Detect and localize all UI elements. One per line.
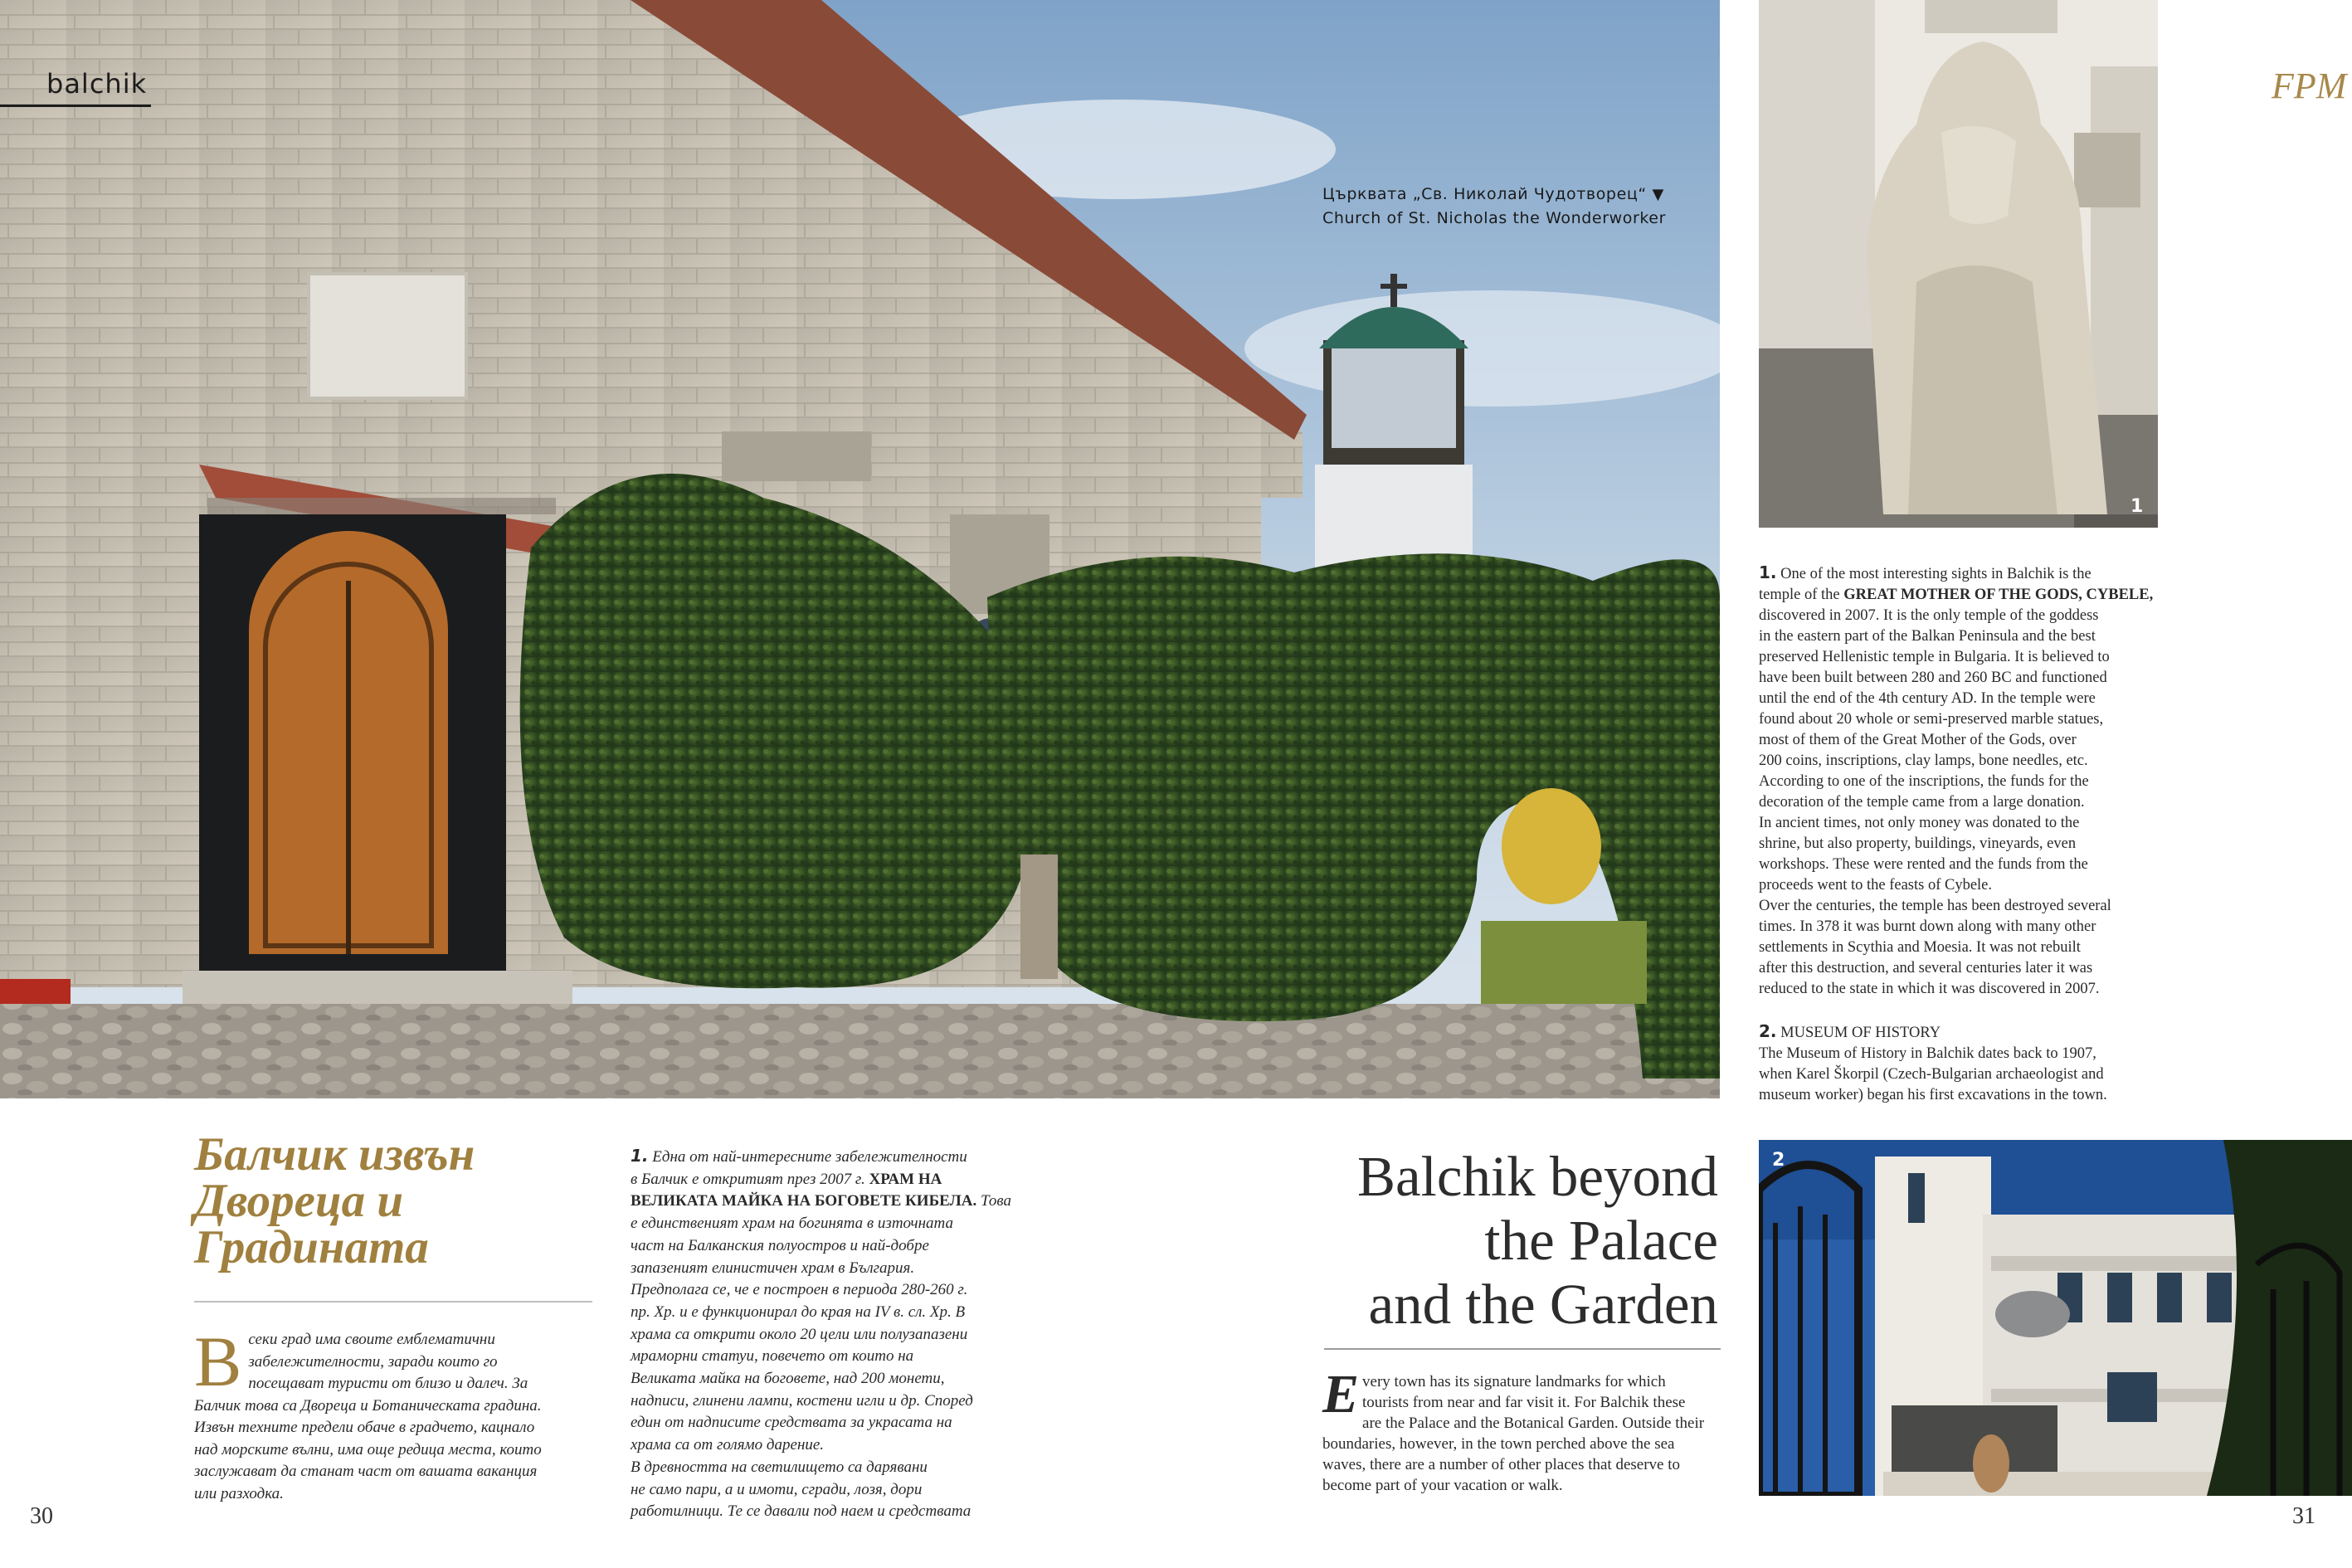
col-line: Това (980, 1192, 1011, 1210)
col-line: работилници. Те се давали под наем и средствата (631, 1502, 971, 1521)
col-line: част на Балканския полуостров и най-добре (631, 1236, 929, 1254)
item-number: 1. (631, 1146, 649, 1166)
english-title (1324, 1145, 1718, 1337)
cybele-statue-photo (1759, 0, 2158, 528)
col-line: Предполага се, че е построен в периода 280-260 г. (631, 1281, 968, 1299)
col-line: Over the centuries, the temple has been destroyed several (1759, 898, 2111, 914)
intro-line: секи град има своите емблематични (248, 1331, 495, 1348)
english-column (1759, 562, 2162, 1106)
page-number-right: 31 (2292, 1503, 2315, 1529)
col-line: в Балчик е откритият през 2007 г. (631, 1170, 865, 1188)
col-line: found about 20 whole or semi-preserved marble statues, (1759, 711, 2104, 728)
intro-line: Извън техните предели обаче в градчето, кацнало (194, 1419, 535, 1436)
english-title-line: and the Garden (1368, 1273, 1718, 1336)
english-intro (1322, 1364, 1721, 1496)
bulgarian-dropcap: В (194, 1322, 242, 1401)
col-bold: ВЕЛИКАТА МАЙКА НА БОГОВЕТЕ КИБЕЛА. (631, 1192, 977, 1210)
bulgarian-title-line: Балчик извън (194, 1128, 475, 1181)
col-line: proceeds went to the feasts of Cybele. (1759, 877, 1993, 894)
bulgarian-column (631, 1145, 1020, 1523)
intro-line: tourists from near and far visit it. For Balchik these (1362, 1394, 1686, 1411)
col-line: after this destruction, and several centuries later it was (1759, 960, 2093, 976)
col-line: един от надписите средствата за украсата на (631, 1414, 952, 1432)
col-line: most of them of the Great Mother of the Gods, over (1759, 732, 2077, 748)
intro-line: waves, there are a number of other places that deserve to (1322, 1456, 1680, 1473)
col-line: запазеният елинистичен храм в България. (631, 1259, 915, 1277)
magazine-logo: FPM (2272, 66, 2347, 106)
museum-heading: MUSEUM OF HISTORY (1780, 1025, 1941, 1041)
museum-photo (1759, 1140, 2352, 1496)
col-line: decoration of the temple came from a large donation. (1759, 794, 2085, 811)
photo-number-2: 2 (1772, 1150, 1785, 1171)
col-line: храма са открити около 20 цели или полузапазени (631, 1325, 968, 1343)
bulgarian-title (194, 1128, 543, 1273)
col-line: preserved Hellenistic temple in Bulgaria. It is believed to (1759, 649, 2110, 665)
col-bold: ХРАМ НА (869, 1170, 942, 1188)
bulgarian-intro (194, 1322, 584, 1505)
item-number: 1. (1759, 562, 1777, 582)
intro-line: very town has its signature landmarks for which (1362, 1373, 1666, 1390)
intro-line: boundaries, however, in the town perched above the sea (1322, 1435, 1675, 1453)
page-number-left: 30 (30, 1503, 53, 1529)
col-line: 200 coins, inscriptions, clay lamps, bone needles, etc. (1759, 752, 2088, 769)
col-line: discovered in 2007. It is the only temple of the goddess (1759, 607, 2099, 624)
col-line: мраморни статуи, повечето от които на (631, 1347, 914, 1366)
english-dropcap: E (1322, 1364, 1360, 1424)
col-line: According to one of the inscriptions, the funds for the (1759, 773, 2089, 790)
col-line: reduced to the state in which it was discovered in 2007. (1759, 981, 2100, 997)
col-line: The Museum of History in Balchik dates back to 1907, (1759, 1045, 2096, 1062)
col-line: have been built between 280 and 260 BC and functioned (1759, 670, 2107, 686)
bulgarian-title-line: Градината (194, 1221, 429, 1273)
intro-line: посещават туристи от близо и далеч. За (248, 1375, 528, 1392)
col-line: in the eastern part of the Balkan Peninsula and the best (1759, 628, 2096, 645)
section-rule (0, 105, 151, 107)
english-title-line: the Palace (1484, 1209, 1718, 1272)
col-line: One of the most interesting sights in Balchik is the (1780, 566, 2091, 582)
church-caption (1322, 183, 1666, 230)
col-line: не само пари, а и имоти, сгради, лозя, дори (631, 1480, 923, 1498)
intro-line: над морските вълни, има още редица места, които (194, 1440, 542, 1458)
intro-line: заслужават да станат част от вашата ваканция (194, 1463, 538, 1480)
caption-english: Church of St. Nicholas the Wonderworker (1322, 209, 1667, 227)
col-line: пр. Хр. и е функционирал до края на IV в. сл. Хр. В (631, 1303, 966, 1321)
col-line: надписи, глинени лампи, костени игли и др. Според (631, 1391, 973, 1410)
down-arrow-icon: ▼ (1652, 186, 1664, 203)
bulgarian-title-rule (194, 1301, 592, 1303)
col-line: shrine, but also property, buildings, vineyards, even (1759, 835, 2077, 852)
english-title-line: Balchik beyond (1357, 1145, 1718, 1208)
intro-line: забележителности, заради които го (248, 1352, 498, 1371)
col-line: workshops. These were rented and the funds from the (1759, 856, 2088, 873)
english-title-rule (1324, 1348, 1721, 1350)
col-line: In ancient times, not only money was donated to the (1759, 815, 2080, 831)
col-line: В древността на светилището са дарявани (631, 1458, 928, 1476)
col-line: Великата майка на боговете, над 200 монети, (631, 1370, 945, 1388)
col-line: temple of the (1759, 587, 1840, 603)
col-bold: GREAT MOTHER OF THE GODS, CYBELE, (1843, 587, 2154, 603)
intro-line: become part of your vacation or walk. (1322, 1477, 1563, 1494)
caption-bulgarian: Църквата „Св. Николай Чудотворец“ (1322, 185, 1647, 203)
col-line: when Karel Škorpil (Czech-Bulgarian archaeologist and (1759, 1066, 2104, 1083)
intro-line: are the Palace and the Botanical Garden. Outside their (1362, 1415, 1705, 1432)
col-line: settlements in Scythia and Moesia. It was not rebuilt (1759, 939, 2081, 956)
col-line: Една от най-интересните забележителности (652, 1148, 967, 1166)
item-number: 2. (1759, 1021, 1777, 1041)
col-line: until the end of the 4th century AD. In the temple were (1759, 690, 2096, 707)
col-line: times. In 378 it was burnt down along with many other (1759, 918, 2096, 935)
intro-line: или разходка. (194, 1484, 284, 1502)
col-line: museum worker) began his first excavations in the town. (1759, 1087, 2107, 1103)
col-line: е единственият храм на богинята в източната (631, 1215, 953, 1233)
bulgarian-title-line: Двореца и (194, 1175, 404, 1227)
section-tag: balchik (46, 68, 148, 100)
photo-number-1: 1 (2130, 496, 2144, 517)
intro-line: Балчик това са Двореца и Ботаническата градина. (194, 1396, 542, 1415)
col-line: храма са от голямо дарение. (631, 1436, 825, 1454)
